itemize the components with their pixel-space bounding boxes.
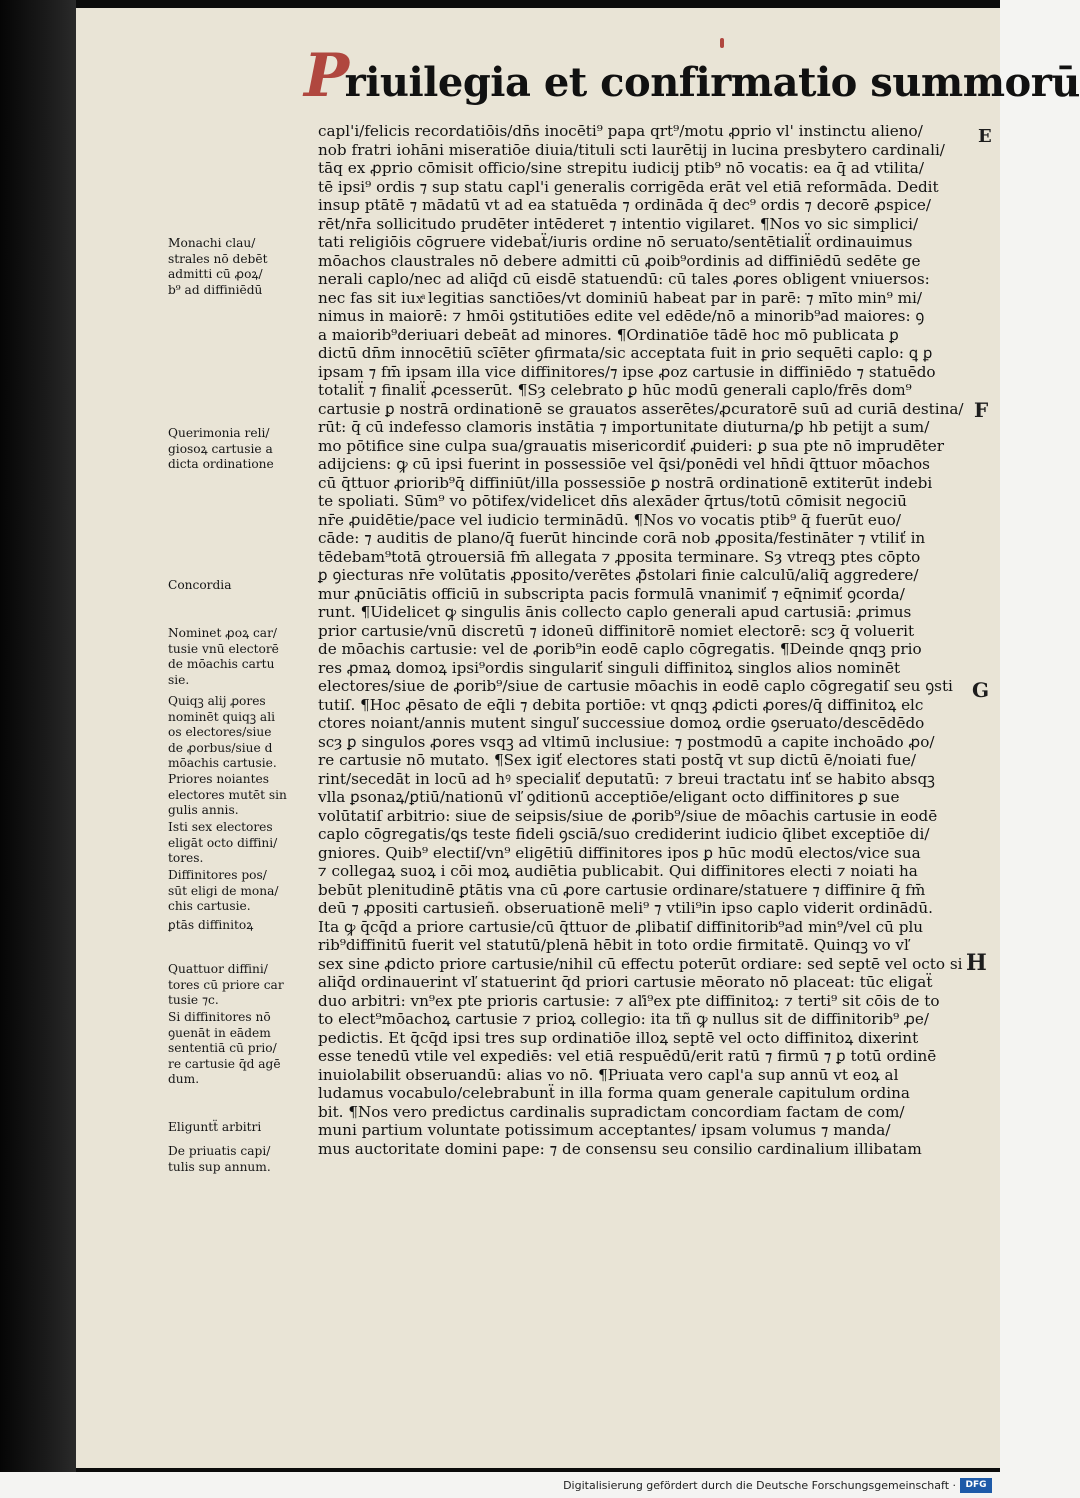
folio-mark-e: E: [978, 126, 992, 147]
margin-note-line: Isti sex electores: [168, 820, 273, 834]
margin-note-line: eligāt octo diffini/: [168, 835, 278, 850]
margin-note: [168, 1120, 308, 1136]
margin-note-line: nominēt quiqꝫ ali: [168, 709, 275, 724]
margin-note-line: De priuatis capi/: [168, 1144, 271, 1158]
margin-note: [168, 868, 308, 915]
margin-note-line: tulis sup annum.: [168, 1159, 271, 1174]
text-line: bebūt plenitudinē ꝑtātis vna cū ꝓore cartusie ordinare/statuere ⁊ diffinire q̄ fm̄: [318, 880, 926, 899]
text-line: gniores. Quib⁹ electiſ/vn⁹ eligētiū diffinitores ipos ꝑ hūc modū electos/vice sua: [318, 843, 921, 862]
text-line: adijciens: ꝙ cū ipsi fuerint in possessiōe vel q̄si/ponēdi vel hn̄di q̄ttuor mōachos: [318, 455, 930, 473]
margin-note-line: sie.: [168, 672, 190, 687]
dfg-logo: DFG: [960, 1478, 992, 1493]
text-line: cāde: ⁊ auditis de plano/q̄ fuerūt hincinde corā nob ꝓposita/festināter ⁊ vtiliť in: [318, 529, 926, 547]
margin-note-line: electores mutēt sin: [168, 787, 287, 802]
margin-note-line: giosoꝝ cartusie a: [168, 441, 273, 456]
text-line: te spoliati. Sūm⁹ vo pōtifex/videlicet dn̄s alexāder q̄rtus/totū cōmisit negociū: [318, 492, 907, 510]
footer-credit: Digitalisierung gefördert durch die Deutsche Forschungsgemeinschaft ·: [563, 1479, 956, 1492]
text-line: rēt/nr̄a sollicitudo prudēter intēderet ⁊ intentio vigilaret. ¶Nos vo sic simplici/: [318, 214, 919, 233]
margin-note: [168, 578, 308, 594]
text-line: mur ꝓnūciātis officiū in subscripta pacis formulā vnanimiť ⁊ eq̄nimiť ꝯcorda/: [318, 584, 905, 603]
margin-note: [168, 694, 308, 772]
text-line: rint/secedāt in locū ad hꝰ specialiť deputatū: ⁊ breui tractatu inť se habito absqꝫ: [318, 769, 935, 788]
margin-note: [168, 1010, 308, 1088]
margin-note: [168, 1144, 308, 1175]
margin-note-line: Diffinitores pos/: [168, 868, 267, 882]
text-line: re cartusie nō mutato. ¶Sex igiť electores stati postq̄ vt sup dictū ē/noiati fue/: [318, 751, 916, 769]
margin-note-line: b⁹ ad diffiniēdū: [168, 282, 263, 297]
text-line: duo arbitri: vn⁹ex pte prioris cartusie: ⁊ aľi⁹ex pte diffinitoꝝ: ⁊ terti⁹ sit cōis de to: [318, 991, 940, 1010]
text-line: capl'i/felicis recordatiōis/dn̄s inocēti⁹ papa qrt⁹/motu ꝓprio vl' instinctu alieno/: [318, 122, 923, 140]
text-line: ꝑ ꝯiecturas nr̄e volūtatis ꝓposito/verētes ꝓ̄stolari finie calculū/aliq̄ aggredere/: [318, 566, 919, 584]
text-line: vlla ꝑsonaꝝ/ꝑtiū/nationū vľ ꝯditionū acceptiōe/eligant octo diffinitores ꝑ sue: [318, 788, 900, 806]
title-text: riuilegia et confirmatio summorū: [344, 59, 1080, 106]
text-line: totaliẗ ⁊ finaliẗ ꝓcesserūt. ¶Sȝ celebrato ꝑ hūc modū generali caplo/frēs dom⁹: [318, 381, 912, 399]
binding-gutter: [0, 0, 76, 1472]
margin-note: [168, 626, 308, 688]
text-line: tē ipsi⁹ ordis ⁊ sup statu capl'i generalis corrigēda erāt vel etiā reformāda. Dedit: [318, 177, 939, 196]
text-line: deū ⁊ ꝓpositi cartusieñ. obseruationē meli⁹ ⁊ vtili⁹in ipso caplo viderit ordinādū.: [318, 899, 933, 917]
margin-note-line: dum.: [168, 1072, 200, 1087]
margin-note-line: ꝑtās diffinitoꝝ: [168, 918, 254, 932]
text-line: cartusie ꝑ nostrā ordinationē se grauatos asserētes/ꝓcuratorē suū ad curiā destina/: [318, 399, 964, 418]
text-line: scȝ ꝑ singulos ꝓores vsqꝫ ad vltimū inclusiue: ⁊ postmodū a capite inchoādo ꝓo/: [318, 732, 935, 751]
margin-note-line: Si diffinitores nō: [168, 1010, 271, 1024]
margin-note: [168, 918, 308, 934]
title-initial: P: [304, 41, 349, 111]
text-line: Ita ꝙ q̄cq̄d a priore cartusie/cū q̄ttuor de ꝓlibatiſ diffinitorib⁹ad min⁹/vel cū plu: [318, 917, 924, 936]
margin-note-line: Quiqꝫ alij ꝓores: [168, 694, 266, 708]
text-line: res ꝓmaꝝ domoꝝ ipsi⁹ordis singulariť singuli diffinitoꝝ singlos alios nominēt: [318, 658, 901, 677]
text-line: bit. ¶Nos vero predictus cardinalis supradictam concordiam factam de com/: [318, 1102, 905, 1121]
text-line: volūtatiſ arbitrio: siue de seipsis/siue de ꝓorib⁹/siue de mōachis cartusie in eodē: [318, 806, 938, 825]
margin-note: [168, 426, 308, 473]
text-line: runt. ¶Uidelicet ꝙ singulis ānis collecto caplo generali apud cartusiā: ꝓrimus: [318, 603, 912, 621]
text-line: aliq̄d ordinauerint vľ statuerint q̄d priori cartusie mēorato nō placeat: tūc eligaẗ: [318, 973, 933, 991]
margin-note: [168, 962, 308, 1009]
folio-mark-h: H: [966, 950, 987, 976]
text-line: muni partium voluntate potissimum acceptantes/ ipsam volumus ⁊ manda/: [318, 1121, 891, 1139]
text-line: tēdebam⁹totā ꝯtrouersiā fm̄ allegata ⁊ ꝓposita terminare. Sȝ vtreqꝫ ptes cōpto: [318, 547, 921, 566]
margin-note-line: Quattuor diffini/: [168, 962, 268, 976]
margin-note-line: gulis annis.: [168, 803, 239, 818]
margin-note-line: os electores/siue: [168, 725, 272, 740]
margin-note-line: tusie vnū electorē: [168, 641, 279, 656]
margin-note: [168, 772, 308, 819]
margin-note-line: sūt eligi de mona/: [168, 883, 279, 898]
margin-note-line: Nominet ꝓoꝝ car/: [168, 626, 278, 640]
text-line: ctores noiant/annis mutent singuľ successiue domoꝝ ordie ꝯseruato/descēdēdo: [318, 714, 925, 732]
text-line: nimus in maiorē: ⁊ hmōi ꝯstitutiōes edite vel edēde/nō a minorib⁹ad maiores: ꝯ: [318, 307, 925, 325]
text-line: tati religiōis cōgruere videbaẗ/iuris ordine nō seruato/sentētialiẗ ordinauimus: [318, 233, 913, 251]
text-line: de mōachis cartusie: vel de ꝓorib⁹in eodē caplo cōgregatis. ¶Deinde qnqꝫ prio: [318, 640, 922, 658]
text-line: ipsam ⁊ fm̄ ipsam illa vice diffinitores/⁊ ipse ꝓoz cartusie in diffiniēdo ⁊ statuēdo: [318, 362, 936, 381]
page-title: [304, 41, 1080, 111]
text-line: ludamus vocabulo/celebrabunẗ in illa forma quam generale capitulum ordina: [318, 1084, 910, 1102]
folio-mark-f: F: [974, 398, 989, 422]
margin-note-line: Monachi clau/: [168, 236, 256, 250]
text-line: rib⁹diffinitū fuerit vel statutū/plenā hēbit in toto ordie firmitatē. Quinqꝫ vo vľ: [318, 936, 909, 954]
margin-note-line: tores cū priore car: [168, 977, 284, 992]
margin-note-line: tores.: [168, 851, 204, 866]
text-line: mo pōtifice sine culpa sua/grauatis misericordiť ꝓuideri: ꝑ sua pte nō imprudēter: [318, 436, 945, 455]
folio-mark-g: G: [972, 678, 990, 702]
margin-note-line: sententiā cū prio/: [168, 1041, 277, 1056]
text-line: prior cartusie/vnū discretū ⁊ idoneū diffinitorē nomiet electorē: scȝ q̄ voluerit: [318, 621, 915, 640]
text-line: ⁊ collegaꝝ suoꝝ i cōi moꝝ audiētia publicabit. Qui diffinitores electi ⁊ noiati ha: [318, 862, 918, 880]
margin-note-line: re cartusie q̄d agē: [168, 1056, 281, 1071]
footer-bar: [0, 1476, 1000, 1498]
text-line: nr̄e ꝓuidētie/pace vel iudicio terminādū. ¶Nos vo vocatis ptib⁹ q̄ fuerūt euo/: [318, 510, 901, 529]
text-line: insup ptātē ⁊ mādatū vt ad ea statuēda ⁊ ordināda q̄ dec⁹ ordis ⁊ decorē ꝓspice/: [318, 196, 931, 214]
rubric-mark: [720, 38, 724, 48]
margin-note-line: dicta ordinatione: [168, 457, 274, 472]
text-line: mōachos claustrales nō debere admitti cū ꝓoib⁹ordinis ad diffiniēdū sedēte ge: [318, 251, 921, 270]
text-line: tutiſ. ¶Hoc ꝓēsato de eq̄li ⁊ debita portiōe: vt qnqꝫ ꝓdicti ꝓores/q̄ diffinitoꝝ elc: [318, 695, 924, 714]
text-line: electores/siue de ꝓorib⁹/siue de cartusie mōachis in eodē caplo cōgregatiſ seu ꝯsti: [318, 677, 953, 695]
margin-note-line: de mōachis cartu: [168, 657, 275, 672]
margin-note-line: Eliguntẗ arbitri: [168, 1120, 262, 1134]
text-line: nec fas sit iuxͣ legitias sanctiōes/vt dominiū habeat par in parē: ⁊ mīto min⁹ mi/: [318, 288, 922, 307]
margin-note-line: Priores noiantes: [168, 772, 269, 786]
text-line: caplo cōgregatis/ꝗs teste fideli ꝯsciā/suo crediderint iudicio q̄libet exceptiōe di/: [318, 825, 930, 843]
margin-note-line: chis cartusie.: [168, 899, 251, 914]
margin-note: [168, 820, 308, 867]
text-line: dictū dn̄m innocētiū scīēter ꝯfirmata/sic acceptata fuit in ꝑrio sequēti caplo: ꝗ ꝑ: [318, 344, 933, 362]
text-line: sex sine ꝓdicto priore cartusie/nihil cū effectu poterūt ordiare: sed septē vel octo si: [318, 954, 963, 973]
main-text-column: [318, 122, 964, 1158]
margin-note-line: strales nō debēt: [168, 251, 268, 266]
margin-note-line: Querimonia reli/: [168, 426, 270, 440]
text-line: nob fratri iohāni miseratiōe diuia/tituli scti laurētij in lucina presbytero cardinali/: [318, 140, 945, 159]
margin-note-line: de ꝓorbus/siue d: [168, 740, 273, 755]
text-line: cū q̄ttuor ꝓriorib⁹q̄ diffiniūt/illa possessiōe ꝑ nostrā ordinationē extiterūt indebi: [318, 473, 933, 492]
text-line: rūt: q̄ cū indefesso clamoris instātia ⁊ importunitate diuturna/ꝑ hb petijt a sum/: [318, 418, 930, 436]
text-line: a maiorib⁹deriuari debeāt ad minores. ¶Ordinatiōe tādē hoc mō publicata ꝑ: [318, 325, 899, 344]
margin-note: [168, 236, 308, 298]
margin-note-line: tusie ⁊c.: [168, 993, 219, 1008]
text-line: mus auctoritate domini pape: ⁊ de consensu seu consilio cardinalium illibatam: [318, 1139, 922, 1158]
margin-note-line: admitti cū ꝓoꝝ/: [168, 267, 263, 282]
text-line: nerali caplo/nec ad aliq̄d cū eisdē statuendū: cū tales ꝓores obligent vniuersos:: [318, 270, 930, 288]
margin-note-line: Concordia: [168, 578, 232, 592]
text-line: tāq ex ꝓprio cōmisit officio/sine strepitu iudicij ptib⁹ nō vocatis: ea q̄ ad vtilita/: [318, 159, 924, 177]
text-line: pedictis. Et q̄cq̄d ipsi tres sup ordinatiōe illoꝝ septē vel octo diffinitoꝝ dixerint: [318, 1028, 919, 1047]
text-line: esse tenedū vtile vel expediēs: vel etiā respuēdū/erit ratū ⁊ firmū ⁊ ꝑ totū ordinē: [318, 1047, 937, 1065]
text-line: inuiolabilit obseruandū: alias vo nō. ¶Priuata vero capl'a sup annū vt eoꝝ al: [318, 1065, 899, 1084]
margin-note-line: mōachis cartusie.: [168, 756, 277, 771]
margin-note-line: ꝯuenāt in eādem: [168, 1025, 271, 1040]
text-line: to elect⁹mōachoꝝ cartusie ⁊ prioꝝ collegio: ita tñ ꝙ nullus sit de diffinitorib⁹ ꝓe/: [318, 1010, 929, 1028]
